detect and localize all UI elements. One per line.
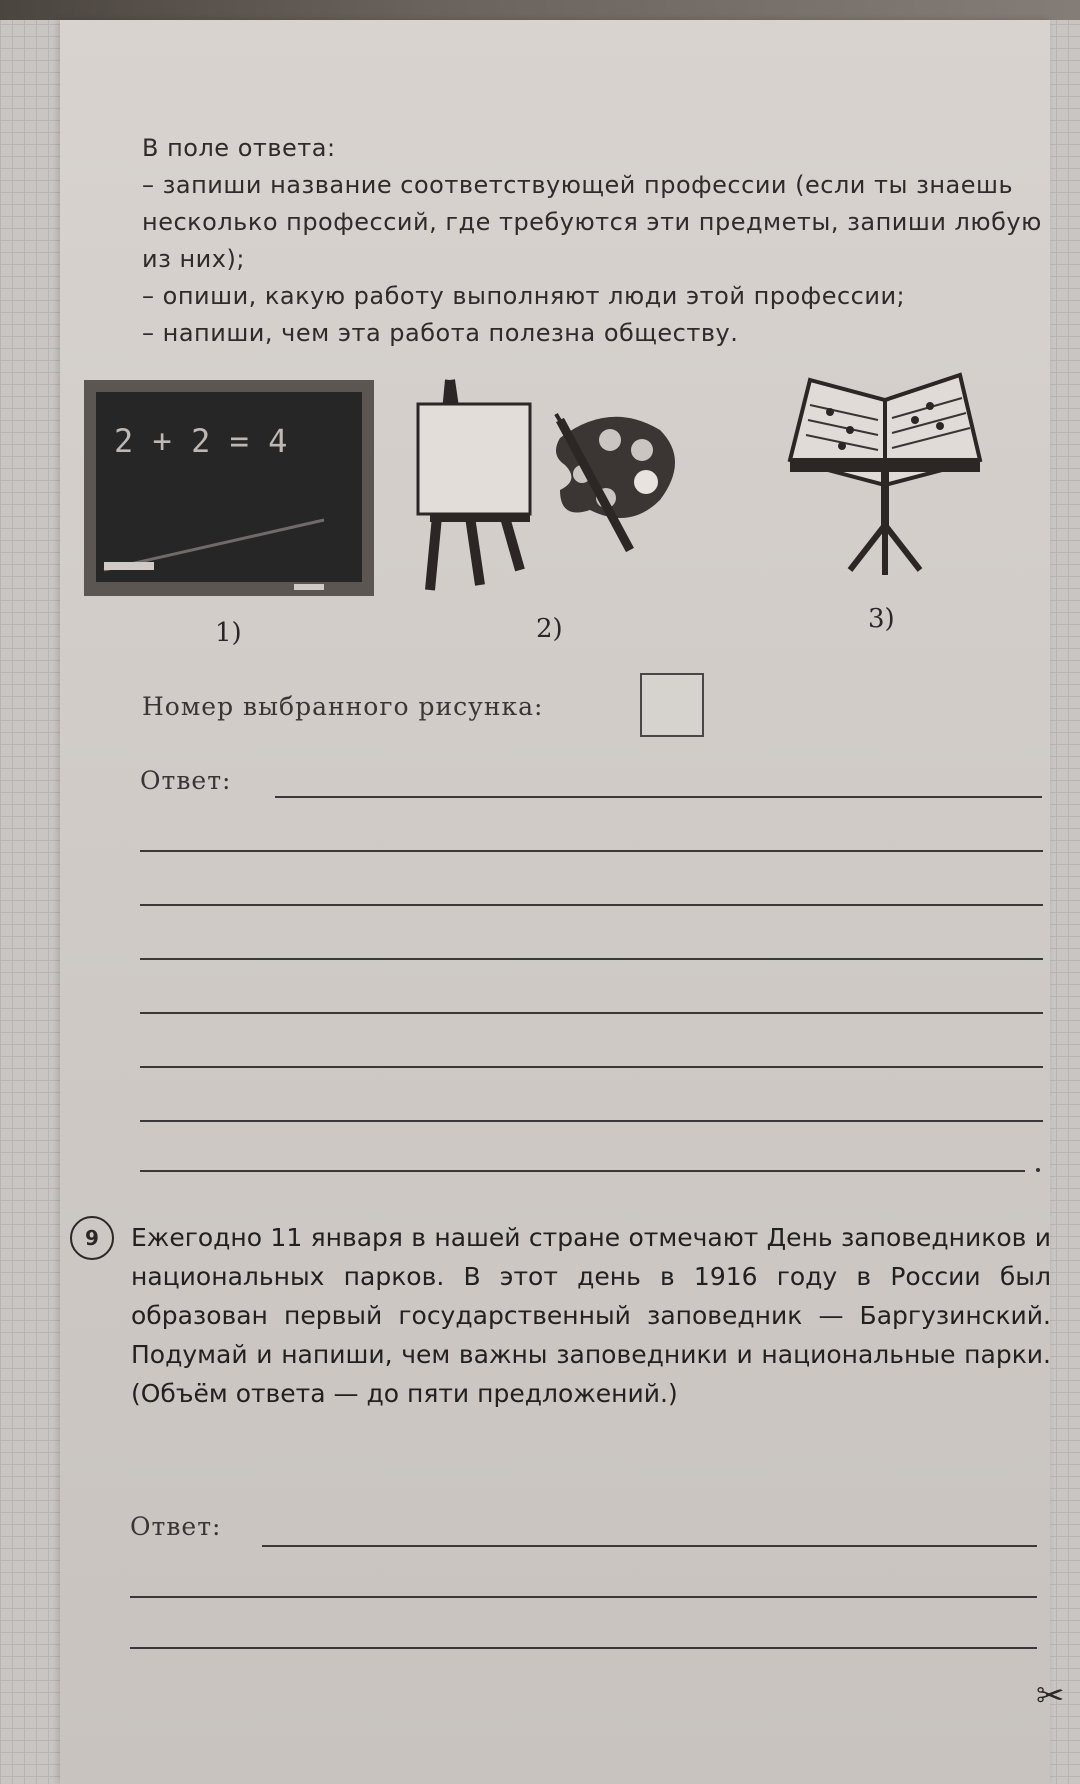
answer-line[interactable] — [130, 1647, 1037, 1649]
task-9-text: Ежегодно 11 января в нашей стране отмечают День заповедников и национальных парков. В этот день в 1916 году в России был образован первый государственный заповедник — Баргузинский. Подумай и напиши, чем важны заповедники и национальные парки. (Объём ответа — до пяти предложений.) — [131, 1223, 1051, 1408]
chalkboard-icon — [84, 380, 374, 596]
answer-line[interactable] — [140, 850, 1043, 852]
page-top-shadow — [0, 0, 1080, 20]
scissors-icon: ✂ — [1036, 1676, 1065, 1716]
instructions-item-1: – запиши название соответствующей профессии (если ты знаешь несколько профессий, где требуются эти предметы, запиши любую из них); — [142, 171, 1042, 273]
task-number-badge: 9 — [70, 1216, 114, 1260]
figure-1-label: 1) — [215, 618, 242, 648]
selected-figure-input[interactable] — [640, 673, 704, 737]
answer-line[interactable] — [275, 796, 1042, 798]
figure-3-music-stand[interactable] — [780, 360, 990, 580]
answer-line[interactable] — [140, 1066, 1043, 1068]
answer-line[interactable] — [140, 1170, 1025, 1172]
chalkboard-equation: 2 + 2 = 4 — [114, 422, 288, 460]
answer-line[interactable] — [140, 1120, 1043, 1122]
answer-line[interactable] — [262, 1545, 1037, 1547]
figure-3-label: 3) — [868, 604, 895, 634]
instructions-item-3: – напиши, чем эта работа полезна обществу. — [142, 319, 739, 347]
answer-line[interactable] — [140, 958, 1043, 960]
easel-palette-icon — [410, 370, 700, 600]
answer-line[interactable] — [140, 1012, 1043, 1014]
instructions-item-2: – опиши, какую работу выполняют люди этой профессии; — [142, 282, 906, 310]
figure-1-chalkboard[interactable] — [84, 380, 374, 596]
answer-line[interactable] — [130, 1596, 1037, 1598]
instructions-intro: В поле ответа: — [142, 134, 336, 162]
figure-2-label: 2) — [536, 614, 563, 644]
figure-2-easel[interactable] — [410, 370, 700, 600]
task-instructions — [142, 130, 1052, 352]
period-mark — [1036, 1168, 1040, 1172]
selected-figure-label: Номер выбранного рисунка: — [142, 692, 544, 721]
answer-label: Ответ: — [130, 1512, 222, 1541]
answer-label: Ответ: — [140, 766, 232, 795]
music-stand-icon — [780, 360, 990, 580]
answer-line[interactable] — [140, 904, 1043, 906]
